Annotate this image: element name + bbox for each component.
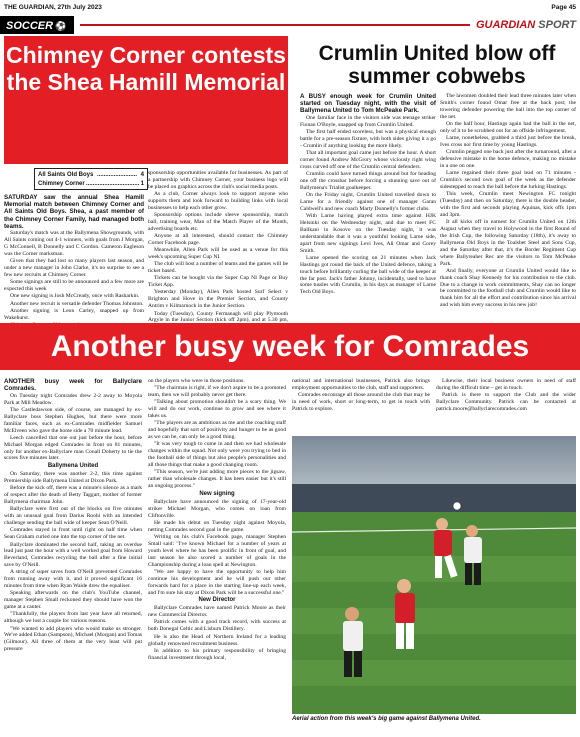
story1-column-1 — [4, 194, 144, 329]
paragraph: Another signing is Leon Carley, snapped up from Wakehurst. — [4, 307, 144, 321]
paragraph: Crumlin pegged one back just after the turnaround, after a defensive mistake in the home defence, making no mistake in a one on one. — [440, 149, 576, 169]
paragraph: Some signings are still to be announced and a few more are expected this week — [4, 279, 144, 293]
paragraph: Ballyclare Comrades have named Patrick Moore as their new Commercial Director. — [148, 605, 286, 619]
paragraph: "The chairman is right, if we don't aspire to be a promoted team, then we will probably never get there. — [148, 385, 286, 399]
paragraph: A string of super saves from O'Neill prevented Comrades from running away with it, and it proved significant 16 minutes from time when Ryan Waide drew the equaliser. — [4, 569, 142, 590]
score-row: All Saints Old Boys ........................ 4 — [38, 172, 144, 178]
subheading: Ballymena United — [47, 463, 99, 470]
paragraph: "We wanted to add players who would make us stronger. We've added Ethan (Sampson), Michael (Morgan) and Tomas (Gilmour). All three of them at the very least will put pressure — [4, 625, 142, 653]
page-number: Page 45 — [551, 3, 576, 11]
story2-column-2 — [440, 93, 576, 309]
paragraph: Comrades encourage all those around the club that may be in need of work, short or long-term, to get in touch with Patrick to explore. — [292, 392, 430, 412]
paragraph: Patrick comes with a good track record, with success at both Donegal Celtic and Lisburn Distillery. — [148, 619, 286, 633]
paragraph: Larne, nonetheless, grabbed a third just before the break, Ives cross nor first time by young Hastings. — [440, 135, 576, 148]
paragraph: on the players who were in those positions. — [148, 378, 245, 384]
paragraph: This week, Crumlin meet Newington FC tonight (Tuesday) and then on Saturday, there is the double header, with the first and seconds playing Aquinas, kick offs 1pm and 3pm. — [440, 191, 576, 218]
paragraph: Comrades stayed in front until right on half time when Sean Graham curled one into the top corner of the net. — [4, 527, 142, 541]
story3-column-4 — [436, 378, 576, 413]
paragraph: The club will host a number of teams and the games will be ticket based. — [148, 261, 288, 275]
paragraph: Ballyclare were first out of the blocks on five minutes with an unusual goal from Darius Roohi with an intended challenge sending the ball wide of keeper Sean O'Neill. — [4, 506, 142, 527]
story3-column-2 — [148, 378, 286, 662]
score-row: Chimney Corner ................................ 1 — [38, 181, 144, 187]
paragraph: Writing on his club's Facebook page, manager Stephen Small said: "I've known Michael for a number of years at youth level where he has been prolific in front of goal, and last season he also scored a number of goals in the Championship during a loan spell at Newington. — [148, 534, 286, 568]
paragraph: Likewise, their local business owners in need of staff during the difficult time – get in touch. — [436, 378, 576, 391]
story3-headline: Another busy week for Comrades — [0, 323, 580, 370]
story2-headline: Crumlin United blow off summer cobwebs — [318, 42, 556, 88]
paragraph: That all important goal came just before the hour. A short corner found Andrew McGrory whose viciously right wing cross curved off one of the Crumlin central defenders. — [300, 150, 436, 170]
page-header — [0, 0, 580, 14]
paragraph: On the Friday night, Crumlin United travelled down to Larne for a friendly against one of manager Garan Caldwell's and new coach Marty Donnelly's former clubs. — [300, 192, 436, 212]
paragraph: He made his debut on Tuesday night against Moyola, netting Comrades second goal in the game. — [148, 519, 286, 533]
subheading: New signing — [199, 490, 235, 497]
paragraph: Given that they had lost so many players last season, and under a new manager in John Clarke, it's no surprise to see a few new recruits at Chimney Corner. — [4, 258, 144, 279]
paragraph: As a club, Corner always look to support anyone who supports them and look forward to building links with local businesses to help each other grow. — [148, 191, 288, 211]
paragraph: Saturday's match was at the Ballymena Showgrounds, with All Saints coming out 4-1 winners, with goals from J Morgan, G McConnell, B Donnelly and C Gordon. Cameron Eagleson was the Corner marksman. — [4, 230, 144, 258]
paragraph: SATURDAY saw the annual Shea Hamill Memorial match between Chimney Corner and All Saints Old Boys. Shea, a past member of the Chimney Corner Family, had managed both teams. — [4, 194, 144, 230]
paragraph: With Larne having played extra time against HJK Helsinki on the Wednesday night, and due to meet FC Ballkani in Kosovo on the Tuesday night, it was understandable that it was a youthful looking Larne side, apart from new signings Levi Ives, Ali Omar and Corey Smith. — [300, 213, 436, 254]
paragraph: Leech cancelled that one out just before the hour, before Michael Morgan edged Comrades in front on 81 minutes, only for another ex-Ballyclare man Conall Doherty to tie the scores five minutes later. — [4, 434, 142, 462]
section-rule — [80, 24, 470, 26]
match-photo-image — [292, 436, 576, 714]
story2-column-1 — [300, 93, 436, 297]
paragraph: On the half hour, Hastings again had the ball in the net, only of it to be scrubbed out for an offside infringement. — [440, 120, 576, 134]
brand-logo: GUARDIAN SPORT — [475, 19, 576, 31]
subheading: New Director — [198, 597, 236, 604]
paragraph: "This season, we're just adding more pieces to the jigsaw, rather than wholesale changes. It has been easier but it's still an ongoing process." — [148, 469, 286, 490]
paragraph: Larne regained their three goal lead on 71 minutes - Crumlin's second own goal of the week as the defender sidestepped to reach the ball before the lurking Hastings. — [440, 170, 576, 190]
football — [453, 502, 461, 510]
section-label: SOCCER ⚽ — [0, 16, 74, 34]
paragraph: sponsorship opportunities available for businesses. As part of a partnership with Chimney Corner, your business logo will be placed on graphics across the club's social media posts. — [148, 170, 288, 190]
paragraph: Today (Tuesday), County Fermanagh will play Plymouth Argyle in the Junior Section (kick off 2pm), and at 5.30 pm, — [148, 310, 288, 324]
story1-headline: Chimney Corner contests the Shea Hamill Memorial — [4, 36, 288, 164]
paragraph: A BUSY enough week for Crumlin United started on Tuesday night, with the visit of Ballymena United to Tom McPeake Park. — [300, 93, 436, 115]
paragraph: Patrick is there to support the Club and the wider Ballyclare Community. Patrick can be contacted at patrick.moore@ballyclarecomrades.com — [436, 392, 576, 412]
paragraph: Larne opened the scoring on 21 minutes when Jack Hastings got round the back of the United defence, taking a touch before brilliantly curling the ball wide of the keeper at the far post. Jack's father Johnny, incidentally, used to have some tussles with Crumlin, in his days as manager of Larne Tech Old Boys. — [300, 254, 436, 296]
paragraph: Anyone at all interested, should contact the Chimney Corner Facebook page. — [148, 233, 288, 246]
paragraph: "It was very tough to come in and then we had wholesale changes within the squad. Not only were you trying to bed in the football side of things but also people's personalities and all those things that make a good changing room. — [148, 441, 286, 469]
paragraph: Ballyclare dominated the second half, taking an overdue lead just past the hour with a well worked goal from Howard Beverland, Comrades recycling the ball after a fine initial save by O'Neill. — [4, 541, 142, 569]
paragraph: ANOTHER busy week for Ballyclare Comrades. — [4, 378, 142, 393]
paragraph: The first half ended scoreless, but was a physical enough battle for a pre-season fixture, with both sides giving it a go - Crumlin if anything looking the more likely. — [300, 129, 436, 149]
story3-column-3 — [292, 378, 430, 413]
paragraph: Tickets can be bought via the Super Cup NI Page or Buy Ticket App. — [148, 275, 288, 289]
paragraph: He is also the Head of Northern Ireland for a leading globally renowned recruitment business. — [148, 633, 286, 647]
story1-column-2 — [148, 170, 288, 332]
paragraph: Crumlin could have turned things around but for heading one off the crossbar before forcing a stunning save out of Ballymena's Trialist goalkeeper. — [300, 171, 436, 191]
paragraph: The Castledawson side, of course, are managed by ex-Ballyclare boss Stephen Hughes, but there were more familiar faces, such as ex-Comrades midfielder Samuel McElveen who gave the home side a 70 minute lead. — [4, 406, 142, 434]
paragraph: Sponsorship options include sleeve sponsorship, match ball, training wear, Man of the Match Player of the Month, advertising boards etc. — [148, 212, 288, 232]
paragraph: "Talking about promotion shouldn't be a scary thing. We will and do our work, continue to grow and see where it takes us. — [148, 399, 286, 420]
paragraph: One familiar face in the visitors side was teenage striker Fionan O'Boyle, snapped up from Crumlin United. — [300, 114, 436, 128]
match-photo — [292, 436, 576, 714]
paragraph: Yesterday (Monday), Allen Park hosted Surf Select v Brighton and Hove in the Premier Section, and County Antrim v Kilmarnock in the Junior Section. — [148, 289, 288, 310]
paragraph: Before the kick off, there was a minute's silence as a mark of respect after the death of Betty Taggart, mother of former Ballymena chairman John. — [4, 485, 142, 506]
paragraph: national and international businesses, Patrick also brings employment opportunities to the club, staff and supporters. — [292, 378, 430, 391]
paragraph: Meanwhile, Allen Park will be used as a venue for this week's upcoming Super Cup NI. — [148, 247, 288, 261]
paragraph: And finally, everyone at Crumlin United would like to thank coach Shay Kennedy for his contribution to the club. Due to a change in work commitments, Shay can no longer be committed to the football club and Crumlin would like to thank him for all the effort and contribution since his arrival and wish him every success in his new job! — [440, 267, 576, 309]
paragraph: It all kicks off in earnest for Crumlin United on 12th August when they travel to Holywood in the first Round of the Irish Cup, the following Saturday (18th), it's away to Ballymena Old Boys in the Toalsbet Steel and Sons Cup, and the Saturday after that, it's the Border Regiment Cup where Ballyreaher Rec are the visitors to Tom McPeake Park. — [440, 219, 576, 267]
story3-column-1 — [4, 378, 142, 654]
paragraph: One new signing is Josh McCready, once with Rasharkin. — [10, 293, 140, 300]
publication-date: THE GUARDIAN, 27th July 2023 — [4, 3, 102, 11]
paragraph: "Thankfully, the players from last year have all returned, although we lost a couple for various reasons. — [4, 611, 142, 625]
paragraph: On Saturday, there was another 2-2, this time against Premiership side Ballymena United at Dixon Park. — [4, 471, 142, 485]
paragraph: On Tuesday night Comrades drew 2-2 away to Moyola Park at Mill Meadow. — [4, 392, 142, 406]
paragraph: Ballyclare have announced the signing of 17-year-old striker Michael Morgan, who comes on loan from Cliftonville. — [148, 498, 286, 519]
paragraph: Another new recruit is versatile defender Thomas Johnston. — [10, 300, 144, 307]
section-bar — [0, 16, 580, 34]
paragraph: "We are happy to have the opportunity to help him continue his development and he will push our other forwards hard for a place in the starting line-up each week, and I'm sure his stay at Dixon Park will be a successful one." — [148, 568, 286, 596]
photo-caption: Aerial action from this week's big game against Ballymena United. — [292, 716, 481, 722]
football-icon: ⚽ — [55, 20, 67, 31]
paragraph: The lawnmen doubled their lead three minutes later when Smith's corner found Omar free at the back post; the towering defender powering the ball into the top corner of the net. — [440, 93, 576, 120]
paragraph: In addition to his primary responsibility of bringing financial investment through local, — [148, 647, 286, 661]
paragraph: "The players are as ambitious as me and the coaching staff and hopefully that sort of positivity and hunger to be as good as we can be, can only be a good thing. — [148, 420, 286, 441]
scoreline-box — [34, 168, 148, 190]
paragraph: Speaking afterwards on the club's YouTube channel, manager Stephen Small reckoned they should have won the game at a canter. — [4, 590, 142, 611]
